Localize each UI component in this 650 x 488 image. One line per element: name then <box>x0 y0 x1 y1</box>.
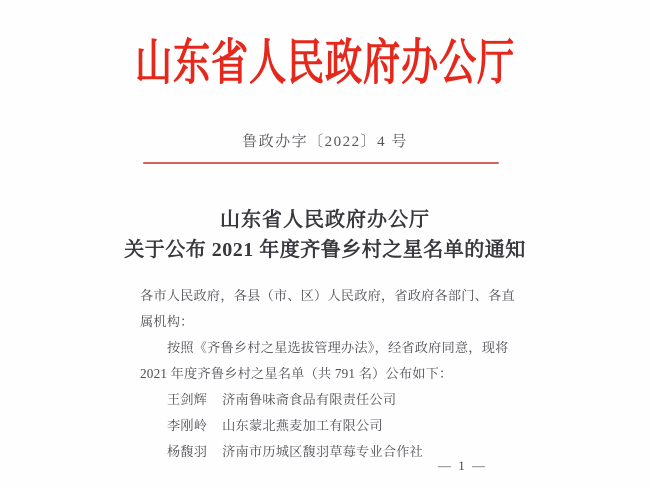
winner-name: 李刚岭 <box>167 418 208 433</box>
doc-number: 鲁政办字〔2022〕4 号 <box>242 134 408 150</box>
title-line-2: 关于公布 2021 年度齐鲁乡村之星名单的通知 <box>124 239 526 261</box>
masthead <box>0 24 650 94</box>
winner-org: 济南市历城区馥羽草莓专业合作社 <box>222 444 423 459</box>
title-line-1: 山东省人民政府办公厅 <box>220 209 430 231</box>
intro-line: 按照《齐鲁乡村之星选拔管理办法》，经省政府同意，现将 <box>167 340 509 355</box>
winner-name: 杨馥羽 <box>167 444 208 459</box>
salutation-line: 属机构： <box>140 314 194 329</box>
document-body <box>140 283 514 465</box>
winner-org: 济南鲁味斋食品有限责任公司 <box>222 392 397 407</box>
red-divider-line <box>143 162 499 164</box>
winner-row <box>140 413 514 439</box>
winner-org: 山东蒙北燕麦加工有限公司 <box>222 418 383 433</box>
winner-name: 王剑辉 <box>167 392 208 407</box>
page-number: — 1 — <box>438 458 487 473</box>
document-title <box>0 205 650 265</box>
winner-row <box>140 387 514 413</box>
masthead-title: 山东省人民政府办公厅 <box>134 35 515 90</box>
salutation-line: 各市人民政府，各县（市、区）人民政府，省政府各部门、各直 <box>140 288 515 303</box>
intro-line: 2021 年度齐鲁乡村之星名单（共 791 名）公布如下： <box>140 366 453 381</box>
